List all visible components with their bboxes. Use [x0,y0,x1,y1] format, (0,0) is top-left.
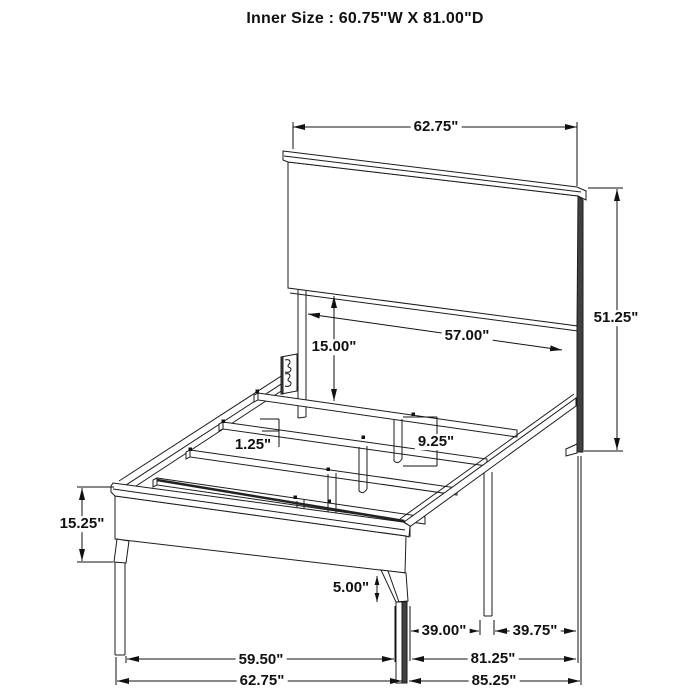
rail-hook-bracket [281,354,297,394]
dim-back-span: 39.75" [510,623,561,639]
dim-center-leg-height: 9.25" [415,434,457,450]
dim-headboard-width: 62.75" [411,119,462,135]
dim-inner-depth: 81.25" [468,651,519,667]
dim-front-span: 39.00" [419,623,470,639]
dim-total-depth: 85.25" [469,673,520,689]
dim-panel-drop: 15.00" [309,339,360,355]
dim-inner-panel-width: 57.00" [442,328,493,344]
dim-footboard-inner-width: 59.50" [236,652,287,668]
footboard-left-leg [114,539,129,655]
headboard-right-edge [577,196,583,452]
slat-1 [254,393,517,437]
dim-footboard-clearance: 5.00" [330,580,372,596]
dim-headboard-height: 51.25" [591,310,642,326]
dim-footboard-height: 15.25" [57,516,108,532]
frame-center-leg [484,472,492,616]
right-side-rail [400,394,576,536]
dim-slat-thickness: 1.25" [232,437,274,453]
diagram-title: Inner Size : 60.75"W X 81.00"D [246,10,484,27]
headboard-right-leg-foot [566,444,577,456]
dim-footboard-width: 62.75" [237,673,288,689]
